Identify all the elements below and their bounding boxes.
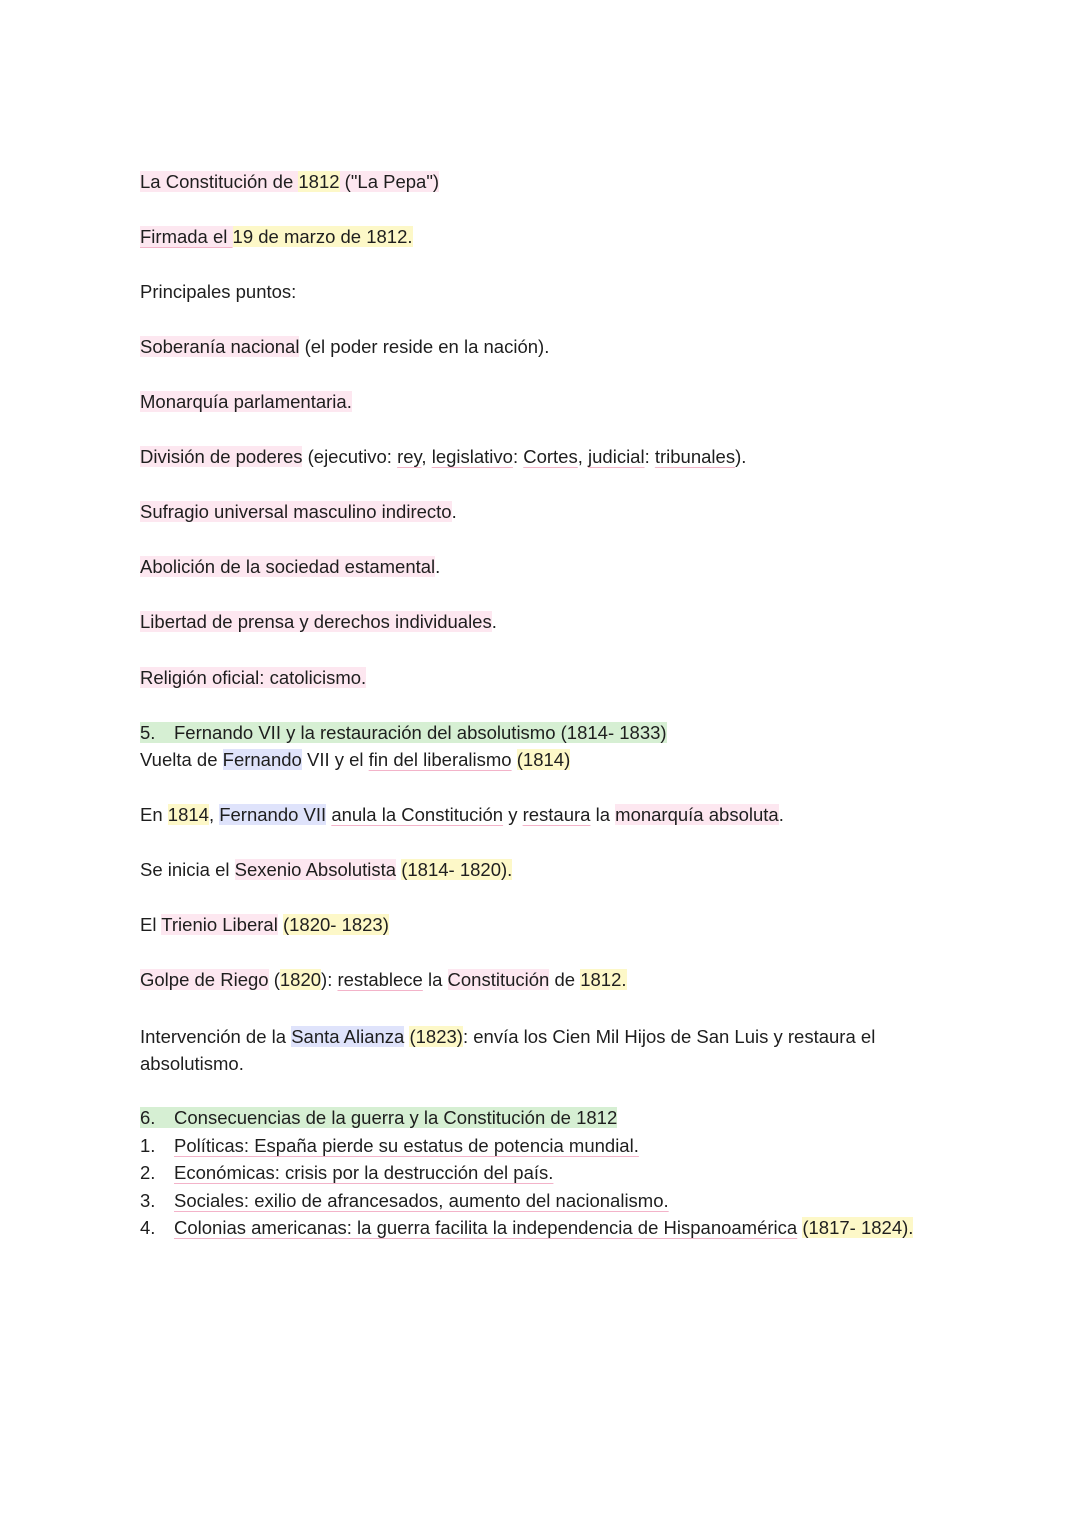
point-religion: Religión oficial: catolicismo. xyxy=(140,667,367,688)
point-freedom-press: Libertad de prensa y derechos individuales. xyxy=(140,611,497,632)
signed-date: Firmada el 19 de marzo de 1812. xyxy=(140,226,413,247)
main-points-heading: Principales puntos: xyxy=(140,281,297,302)
section-5-heading: 5. Fernando VII y la restauración del absolutismo (1814- 1833) xyxy=(140,722,667,743)
point-abolition: Abolición de la sociedad estamental. xyxy=(140,556,441,577)
annulment-1814: En 1814, Fernando VII anula la Constitución y restaura la monarquía absoluta. xyxy=(140,804,784,825)
return-fernando: Vuelta de Fernando VII y el fin del liberalismo (1814) xyxy=(140,749,571,770)
section-6-heading: 6. Consecuencias de la guerra y la Constitución de 1812 xyxy=(140,1107,618,1128)
constitution-title: La Constitución de 1812 ("La Pepa") xyxy=(140,171,440,192)
trienio: El Trienio Liberal (1820- 1823) xyxy=(140,914,389,935)
consequence-item: 3. Sociales: exilio de afrancesados, aumento del nacionalismo. xyxy=(140,1190,669,1211)
consequence-item: 2. Económicas: crisis por la destrucción del país. xyxy=(140,1162,554,1183)
point-sovereignty: Soberanía nacional (el poder reside en la nación). xyxy=(140,336,550,357)
point-suffrage: Sufragio universal masculino indirecto. xyxy=(140,501,457,522)
point-separation-powers: División de poderes (ejecutivo: rey, legislativo: Cortes, judicial: tribunales). xyxy=(140,446,747,467)
golpe-riego: Golpe de Riego (1820): restablece la Constitución de 1812. xyxy=(140,969,627,990)
consequence-item: 4. Colonias americanas: la guerra facilita la independencia de Hispanoamérica (1817- 1824). xyxy=(140,1217,914,1238)
point-monarchy: Monarquía parlamentaria. xyxy=(140,391,352,412)
santa-alianza: Intervención de la Santa Alianza (1823): envía los Cien Mil Hijos de San Luis y restaura el absolutismo. xyxy=(140,1026,876,1074)
sexenio: Se inicia el Sexenio Absolutista (1814- 1820). xyxy=(140,859,513,880)
consequence-item: 1. Políticas: España pierde su estatus de potencia mundial. xyxy=(140,1135,639,1156)
